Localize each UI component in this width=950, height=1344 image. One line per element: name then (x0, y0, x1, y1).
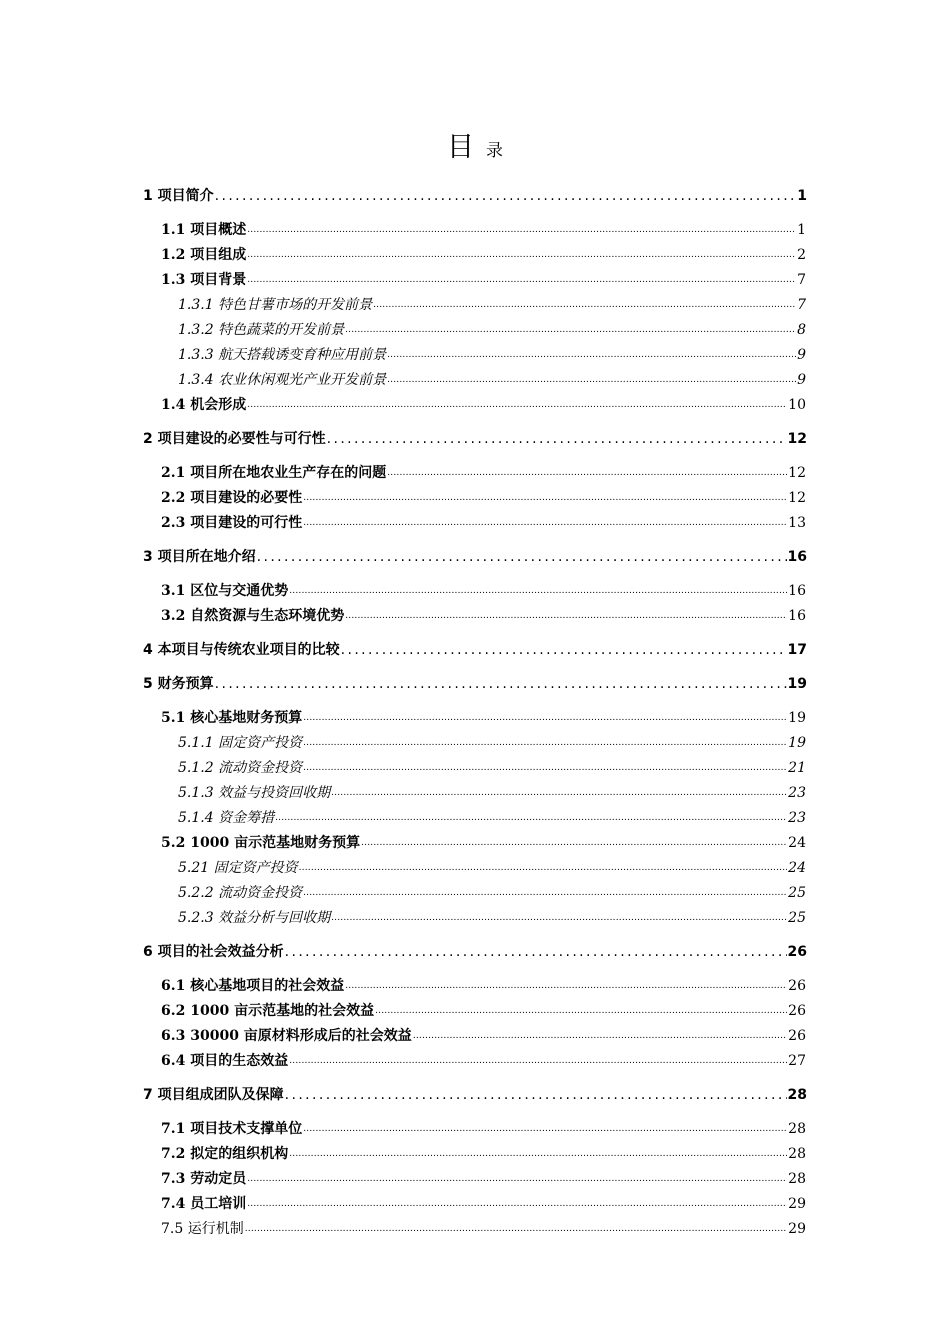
toc-entry-page-number: 16 (788, 583, 806, 599)
toc-entry-title: 5.2 1000 亩示范基地财务预算 (161, 835, 361, 851)
toc-entry[interactable] (178, 907, 806, 929)
toc-entry-title: 1.3.4 农业休闲观光产业开发前景 (178, 372, 387, 388)
toc-entry[interactable] (178, 807, 806, 829)
toc-entry[interactable] (178, 782, 806, 804)
toc-entry[interactable] (161, 1050, 806, 1072)
toc-leader-dots (215, 673, 787, 695)
toc-entry-page-number: 1 (797, 188, 807, 204)
toc-entry-page-number: 26 (787, 944, 807, 960)
toc-entry-title: 3.2 自然资源与生态环境优势 (161, 608, 345, 624)
toc-leader-dots (247, 269, 796, 291)
toc-entry[interactable] (161, 462, 806, 484)
toc-entry-page-number: 23 (788, 785, 806, 801)
toc-entry-title: 7.5 运行机制 (161, 1221, 244, 1237)
toc-leader-dots (331, 907, 787, 929)
toc-entry-title: 1.1 项目概述 (161, 222, 247, 238)
toc-entry-title: 1.3 项目背景 (161, 272, 247, 288)
toc-entry-page-number: 29 (788, 1221, 806, 1237)
toc-leader-dots (275, 807, 787, 829)
toc-entry-page-number: 12 (788, 465, 806, 481)
toc-entry-title: 5.1.3 效益与投资回收期 (178, 785, 331, 801)
toc-entry-page-number: 26 (788, 1028, 806, 1044)
toc-leader-dots (303, 707, 787, 729)
toc-leader-dots (289, 1050, 787, 1072)
toc-leader-dots (361, 832, 787, 854)
toc-entry-title: 5.1.1 固定资产投资 (178, 735, 303, 751)
toc-entry-page-number: 24 (788, 860, 806, 876)
toc-title-sub: 录 (486, 141, 503, 161)
toc-entry-page-number: 1 (797, 222, 806, 238)
toc-entry-title: 2.2 项目建设的必要性 (161, 490, 303, 506)
toc-entry[interactable] (161, 1193, 806, 1215)
toc-entry-page-number: 7 (797, 272, 806, 288)
toc-entry-title: 1 项目简介 (143, 188, 214, 204)
toc-leader-dots (341, 639, 787, 661)
toc-entry[interactable] (161, 580, 806, 602)
toc-entry[interactable] (143, 1084, 807, 1106)
toc-leader-dots (413, 1025, 787, 1047)
toc-leader-dots (215, 185, 797, 207)
toc-leader-dots (303, 882, 787, 904)
toc-leader-dots (247, 219, 796, 241)
toc-leader-dots (247, 394, 787, 416)
toc-leader-dots (345, 975, 787, 997)
toc-entry-page-number: 28 (788, 1171, 806, 1187)
toc-leader-dots (289, 580, 787, 602)
toc-entry-title: 6.4 项目的生态效益 (161, 1053, 289, 1069)
toc-entry-page-number: 9 (797, 372, 806, 388)
toc-entry[interactable] (161, 244, 806, 266)
toc-leader-dots (303, 757, 787, 779)
toc-entry[interactable] (143, 639, 807, 661)
toc-entry-title: 5.2.2 流动资金投资 (178, 885, 303, 901)
toc-entry[interactable] (143, 941, 807, 963)
toc-entry-page-number: 12 (787, 431, 807, 447)
toc-entry[interactable] (178, 882, 806, 904)
toc-entry[interactable] (161, 1000, 806, 1022)
toc-entry-page-number: 10 (788, 397, 806, 413)
toc-title-main: 目 (447, 132, 474, 163)
toc-leader-dots (387, 462, 787, 484)
toc-entry-page-number: 13 (788, 515, 806, 531)
toc-entry-title: 5.2.3 效益分析与回收期 (178, 910, 331, 926)
toc-entry[interactable] (161, 512, 806, 534)
toc-leader-dots (303, 487, 787, 509)
toc-entry-page-number: 26 (788, 1003, 806, 1019)
toc-entry-page-number: 2 (797, 247, 806, 263)
toc-entry-page-number: 28 (787, 1087, 807, 1103)
toc-entry-title: 5 财务预算 (143, 676, 214, 692)
toc-leader-dots (247, 244, 796, 266)
toc-leader-dots (345, 605, 787, 627)
toc-leader-dots (247, 1168, 787, 1190)
toc-entry-page-number: 16 (787, 549, 807, 565)
toc-entry[interactable] (143, 185, 807, 207)
toc-entry[interactable] (161, 487, 806, 509)
toc-leader-dots (331, 782, 787, 804)
toc-entry-title: 7.2 拟定的组织机构 (161, 1146, 289, 1162)
toc-leader-dots (345, 319, 796, 341)
toc-entry-title: 6 项目的社会效益分析 (143, 944, 284, 960)
toc-leader-dots (245, 1218, 787, 1240)
toc-entry-page-number: 8 (797, 322, 806, 338)
toc-entry-title: 2.3 项目建设的可行性 (161, 515, 303, 531)
toc-leader-dots (303, 732, 787, 754)
toc-entry-title: 7.4 员工培训 (161, 1196, 247, 1212)
toc-entry[interactable] (161, 269, 806, 291)
toc-leader-dots (285, 1084, 787, 1106)
toc-entry[interactable] (143, 546, 807, 568)
toc-leader-dots (299, 857, 788, 879)
toc-entry[interactable] (161, 1025, 806, 1047)
toc-entry-page-number: 28 (788, 1146, 806, 1162)
toc-entry-title: 7 项目组成团队及保障 (143, 1087, 284, 1103)
toc-entry-page-number: 27 (788, 1053, 806, 1069)
toc-entry[interactable] (161, 394, 806, 416)
toc-leader-dots (303, 1118, 787, 1140)
toc-entry-page-number: 12 (788, 490, 806, 506)
toc-entry[interactable] (161, 707, 806, 729)
toc-leader-dots (373, 294, 796, 316)
toc-entry-page-number: 26 (788, 978, 806, 994)
toc-entry-title: 1.2 项目组成 (161, 247, 247, 263)
toc-entry-title: 5.1.4 资金筹措 (178, 810, 275, 826)
toc-entry[interactable] (178, 857, 806, 879)
toc-entry[interactable] (178, 344, 806, 366)
toc-entry-title: 1.3.1 特色甘薯市场的开发前景 (178, 297, 373, 313)
toc-entry-page-number: 16 (788, 608, 806, 624)
toc-entry[interactable] (161, 1218, 806, 1240)
toc-entry[interactable] (143, 428, 807, 450)
toc-entry-title: 4 本项目与传统农业项目的比较 (143, 642, 340, 658)
toc-entry-title: 6.3 30000 亩原材料形成后的社会效益 (161, 1028, 412, 1044)
toc-entry-title: 5.1 核心基地财务预算 (161, 710, 303, 726)
toc-entry-title: 2.1 项目所在地农业生产存在的问题 (161, 465, 387, 481)
toc-entry[interactable] (143, 673, 807, 695)
toc-entry-title: 6.2 1000 亩示范基地的社会效益 (161, 1003, 375, 1019)
toc-entry-page-number: 25 (788, 885, 806, 901)
toc-entry-page-number: 19 (788, 710, 806, 726)
toc-entry[interactable] (178, 732, 806, 754)
toc-leader-dots (285, 941, 787, 963)
toc-entry[interactable] (161, 1143, 806, 1165)
toc-entry-title: 3 项目所在地介绍 (143, 549, 256, 565)
toc-entry-title: 6.1 核心基地项目的社会效益 (161, 978, 345, 994)
toc-entry-page-number: 7 (797, 297, 806, 313)
toc-entry-page-number: 21 (788, 760, 806, 776)
toc-entry-title: 1.3.2 特色蔬菜的开发前景 (178, 322, 345, 338)
toc-entry-title: 3.1 区位与交通优势 (161, 583, 289, 599)
toc-entry-title: 5.1.2 流动资金投资 (178, 760, 303, 776)
toc-entry-title: 5.21 固定资产投资 (178, 860, 298, 876)
toc-entry[interactable] (161, 605, 806, 627)
toc-entry-page-number: 29 (788, 1196, 806, 1212)
toc-entry[interactable] (161, 975, 806, 997)
toc-entry[interactable] (178, 294, 806, 316)
toc-entry-page-number: 9 (797, 347, 806, 363)
toc-entry[interactable] (161, 832, 806, 854)
toc-entry-title: 1.4 机会形成 (161, 397, 247, 413)
toc-entry[interactable] (161, 219, 806, 241)
toc-entry-title: 2 项目建设的必要性与可行性 (143, 431, 326, 447)
toc-leader-dots (303, 512, 787, 534)
toc-entry[interactable] (178, 757, 806, 779)
toc-entry-page-number: 25 (788, 910, 806, 926)
toc-entry-page-number: 19 (787, 676, 807, 692)
toc-entry-page-number: 28 (788, 1121, 806, 1137)
toc-entry[interactable] (161, 1118, 806, 1140)
toc-entry-page-number: 23 (788, 810, 806, 826)
toc-entry[interactable] (178, 319, 806, 341)
toc-entry[interactable] (161, 1168, 806, 1190)
toc-entry-title: 7.3 劳动定员 (161, 1171, 247, 1187)
toc-entry-title: 1.3.3 航天搭载诱变育种应用前景 (178, 347, 387, 363)
toc-entry-page-number: 17 (787, 642, 807, 658)
toc-leader-dots (247, 1193, 787, 1215)
toc-entry-page-number: 24 (788, 835, 806, 851)
toc-entry-page-number: 19 (788, 735, 806, 751)
toc-leader-dots (257, 546, 787, 568)
toc-leader-dots (327, 428, 787, 450)
toc-leader-dots (387, 344, 796, 366)
toc-leader-dots (375, 1000, 787, 1022)
toc-entry[interactable] (178, 369, 806, 391)
toc-entry-title: 7.1 项目技术支撑单位 (161, 1121, 303, 1137)
toc-leader-dots (387, 369, 796, 391)
toc-leader-dots (289, 1143, 787, 1165)
